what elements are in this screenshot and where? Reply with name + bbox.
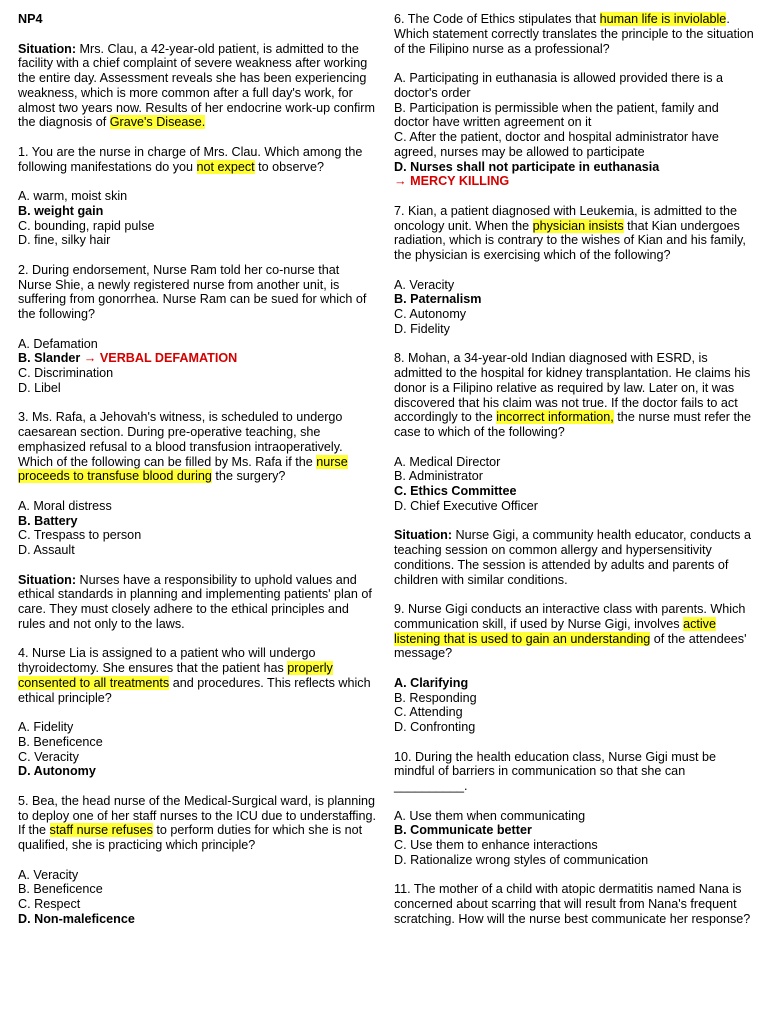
question-1-stem: 1. You are the nurse in charge of Mrs. Clau. Which among the following manifestations do you not expect to observe?: [18, 144, 363, 174]
option-c: C. bounding, rapid pulse: [18, 218, 155, 233]
option-d: D. Fidelity: [394, 321, 450, 336]
question-6-stem: 6. The Code of Ethics stipulates that human life is inviolable. Which statement correctly translates the principle to the situation of the Filipino nurse as a professional?: [394, 12, 754, 56]
option-d: D. fine, silky hair: [18, 233, 111, 248]
option-b-answer: B. Communicate better: [394, 823, 532, 838]
question-3-options: [18, 499, 376, 558]
option-a: A. Medical Director: [394, 454, 501, 469]
question-8-stem: 8. Mohan, a 34-year-old Indian diagnosed with ESRD, is admitted to the hospital for kidney transplantation. He claims his donor is a Filipino relative as required by law. Later on, it was discovered that his claim was not true. If the doctor fails to act accordingly to the incorrect information, the nurse must refer the case to which of the following?: [394, 351, 752, 439]
option-a: A. Veracity: [394, 277, 455, 292]
option-b-answer: B. Battery: [18, 513, 78, 528]
option-a: A. warm, moist skin: [18, 189, 128, 203]
question-3-stem: 3. Ms. Rafa, a Jehovah's witness, is scheduled to undergo caesarean section. During pre-operative teaching, she emphasized refusal to a blood transfusion intraoperatively. Which of the following can be filled by Ms. Rafa if the nurse proceeds to transfuse blood during the surgery?: [18, 410, 348, 484]
left-column: [18, 12, 376, 941]
option-d: D. Confronting: [394, 720, 476, 734]
highlight: active listening that is used to gain an understanding: [394, 616, 716, 646]
highlight: properly consented to all treatments: [18, 661, 333, 690]
situation-3: Situation: Nurse Gigi, a community health educator, conducts a teaching session on common allergy and hypersensitivity conditions. The session is attended by adults and parents of children with similar conditions.: [394, 528, 751, 587]
option-b: B. Responding: [394, 690, 477, 705]
question-10-options: [394, 809, 754, 868]
option-c: C. Respect: [18, 897, 81, 911]
question-9-stem: 9. Nurse Gigi conducts an interactive class with parents. Which communication skill, if used by Nurse Gigi, involves active listening that is used to gain an understanding of the attendees' message?: [394, 602, 747, 661]
question-11-stem: 11. The mother of a child with atopic dermatitis named Nana is concerned about scarring that will result from Nana's frequent scratching. How will the nurse best communicate her response?: [394, 882, 751, 926]
highlight: nurse proceeds to transfuse blood during: [18, 454, 348, 484]
question-2-options: [18, 337, 376, 396]
question-4-stem: 4. Nurse Lia is assigned to a patient who will undergo thyroidectomy. She ensures that the patient has properly consented to all treatments and procedures. This reflects which ethical principle?: [18, 646, 371, 705]
option-d: D. Libel: [18, 380, 61, 395]
question-1-options: [18, 189, 376, 248]
answer-note: → VERBAL DEFAMATION: [80, 351, 238, 366]
option-b-answer: B. Paternalism: [394, 292, 482, 307]
option-d: D. Assault: [18, 543, 75, 557]
question-10-stem: 10. During the health education class, Nurse Gigi must be mindful of barriers in communication so that she can __________.: [394, 749, 717, 793]
option-b-answer: B. weight gain: [18, 203, 104, 218]
option-d-answer: D. Non-maleficence: [18, 911, 135, 926]
question-2-stem: 2. During endorsement, Nurse Ram told her co-nurse that Nurse Shie, a newly registered nurse from another unit, is suffering from gonorrhea. Nurse Ram can be sued for which of the following?: [18, 262, 367, 321]
option-b: B. Participation is permissible when the patient, family and doctor have written agreement on it: [394, 100, 719, 130]
option-c: C. Attending: [394, 705, 463, 720]
question-5-stem: 5. Bea, the head nurse of the Medical-Surgical ward, is planning to deploy one of her staff nurses to the ICU due to understaffing. If the staff nurse refuses to perform duties for which she is not qualified, she is practicing which principle?: [18, 793, 376, 852]
question-7-stem: 7. Kian, a patient diagnosed with Leukemia, is admitted to the oncology unit. When the physician insists that Kian undergoes radiation, which is contrary to the wishes of Kian and his family, the physician is exercising which of the following?: [394, 203, 746, 262]
option-b: B. Administrator: [394, 469, 483, 484]
option-d-answer: D. Autonomy: [18, 764, 96, 779]
option-a: A. Moral distress: [18, 498, 112, 513]
option-a: A. Fidelity: [18, 720, 74, 734]
highlight: Grave's Disease.: [109, 115, 206, 130]
option-d: D. Rationalize wrong styles of communication: [394, 852, 649, 867]
question-7-options: [394, 278, 754, 337]
highlight: staff nurse refuses: [49, 823, 153, 838]
option-d-answer: D. Nurses shall not participate in euthanasia: [394, 159, 660, 174]
option-a-answer: A. Clarifying: [394, 675, 469, 690]
situation-1: Situation: Mrs. Clau, a 42-year-old patient, is admitted to the facility with a chief complaint of severe weakness after working the entire day. Assessment reveals she has been experiencing weakness, which is more common after a full day's work, for almost two years now. Results of her endocrine work-up confirm the diagnosis of Grave's Disease.: [18, 41, 375, 130]
option-b: B. Beneficence: [18, 882, 103, 897]
question-4-options: [18, 720, 376, 779]
highlight: not expect: [196, 159, 255, 174]
option-d: D. Chief Executive Officer: [394, 498, 538, 513]
option-c: C. After the patient, doctor and hospital administrator have agreed, nurses may be allowed to participate: [394, 130, 719, 159]
option-c-answer: C. Ethics Committee: [394, 484, 517, 498]
option-c: C. Autonomy: [394, 307, 467, 321]
highlight: incorrect information,: [496, 410, 614, 425]
option-b-answer: B. Slander → VERBAL DEFAMATION: [18, 351, 238, 366]
highlight: physician insists: [532, 218, 624, 233]
answer-note: → MERCY KILLING: [394, 174, 510, 189]
question-5-options: [18, 868, 376, 927]
question-8-options: [394, 455, 754, 514]
option-c: C. Use them to enhance interactions: [394, 838, 598, 852]
question-6-options: [394, 71, 754, 189]
option-a: A. Defamation: [18, 336, 98, 351]
option-b: B. Beneficence: [18, 734, 103, 749]
option-a: A. Participating in euthanasia is allowed provided there is a doctor's order: [394, 71, 724, 100]
option-c: C. Trespass to person: [18, 528, 142, 543]
situation-2: Situation: Nurses have a responsibility to uphold values and ethical standards in planning and implementing patients' plan of care. They must closely adhere to the ethical principles and rules and not only to the laws.: [18, 572, 372, 631]
option-c: C. Veracity: [18, 749, 79, 764]
highlight: human life is inviolable: [599, 12, 727, 26]
document-title: NP4: [18, 12, 43, 26]
right-column: [394, 12, 754, 941]
option-a: A. Veracity: [18, 867, 79, 882]
option-c: C. Discrimination: [18, 366, 114, 380]
option-a: A. Use them when communicating: [394, 808, 586, 823]
question-9-options: [394, 676, 754, 735]
